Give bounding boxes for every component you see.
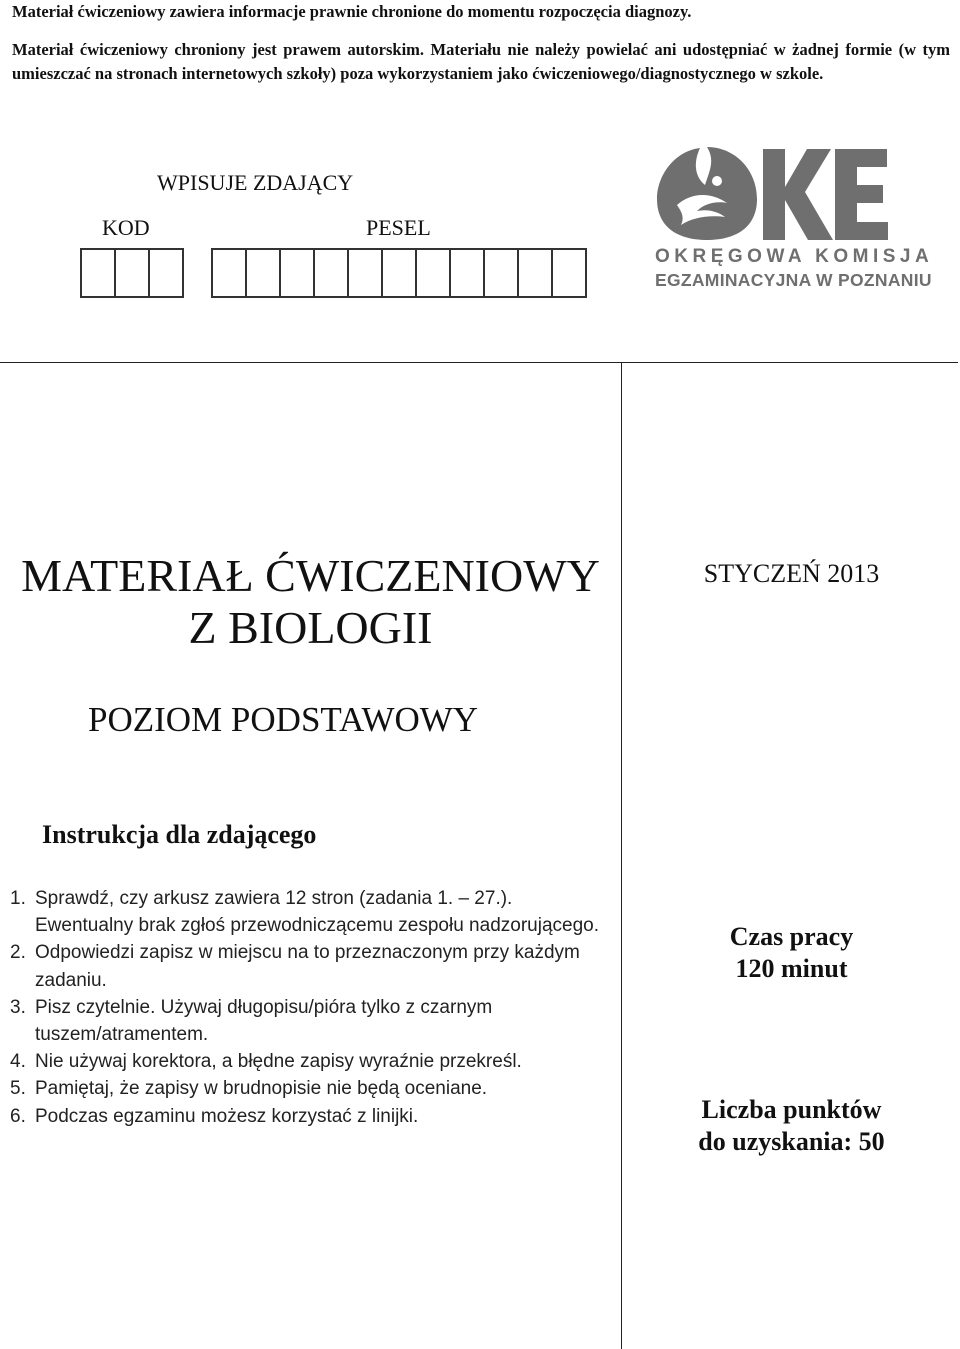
instruction-item bbox=[10, 1075, 610, 1102]
instruction-text: Pisz czytelnie. Używaj długopisu/pióra tylko z czarnym tuszem/atramentem. bbox=[35, 996, 493, 1046]
instructions-list bbox=[10, 885, 610, 1130]
pesel-box[interactable] bbox=[315, 250, 349, 296]
oke-logo-dot bbox=[712, 176, 722, 186]
pesel-box[interactable] bbox=[213, 250, 247, 296]
instruction-number: 3. bbox=[10, 996, 26, 1018]
pesel-box[interactable] bbox=[451, 250, 485, 296]
instruction-number: 6. bbox=[10, 1105, 26, 1127]
oke-logo bbox=[655, 145, 891, 290]
pesel-box[interactable] bbox=[485, 250, 519, 296]
oke-logo-e bbox=[835, 149, 888, 240]
exam-level: POZIOM PODSTAWOWY bbox=[88, 700, 479, 739]
points-info bbox=[623, 1094, 960, 1158]
logo-text-line1: OKRĘGOWA KOMISJA bbox=[655, 246, 934, 267]
instruction-number: 1. bbox=[10, 888, 26, 909]
instruction-text: Podczas egzaminu możesz korzystać z linijki. bbox=[35, 1105, 419, 1127]
wpisuje-zdajacy-label: WPISUJE ZDAJĄCY bbox=[157, 170, 354, 195]
instruction-text: Pamiętaj, że zapisy w brudnopisie nie będą oceniane. bbox=[35, 1078, 488, 1100]
points-label: Liczba punktów bbox=[701, 1095, 882, 1124]
time-label: Czas pracy bbox=[729, 922, 854, 951]
kod-box[interactable] bbox=[150, 250, 184, 296]
time-value: 120 minut bbox=[735, 954, 848, 983]
instruction-item bbox=[10, 1103, 610, 1130]
instruction-number: 2. bbox=[10, 942, 26, 964]
instruction-item bbox=[10, 885, 610, 939]
oke-logo-o-shape bbox=[657, 147, 757, 240]
instruction-number: 4. bbox=[10, 1051, 26, 1073]
instructions-title: Instrukcja dla zdającego bbox=[42, 820, 317, 849]
instruction-text: Nie używaj korektora, a błędne zapisy wyraźnie przekreśl. bbox=[35, 1051, 522, 1073]
instruction-number: 5. bbox=[10, 1078, 26, 1100]
kod-label: KOD bbox=[102, 215, 150, 240]
pesel-box[interactable] bbox=[247, 250, 281, 296]
logo-text-line2: EGZAMINACYJNA W POZNANIU bbox=[655, 270, 932, 290]
vertical-divider bbox=[621, 362, 622, 1349]
pesel-box[interactable] bbox=[383, 250, 417, 296]
instruction-item bbox=[10, 939, 610, 993]
instruction-item bbox=[10, 994, 610, 1048]
document-title bbox=[0, 550, 621, 654]
copyright-notice-2: Materiał ćwiczeniowy chroniony jest prawem autorskim. Materiału nie należy powielać ani udostępniać w żadnej formie (w tym umieszczać na stronach internetowych szkoły) poza wykorzystaniem jako ćwiczeniowego/diagnostycznego w szkole. bbox=[12, 40, 950, 83]
pesel-box[interactable] bbox=[519, 250, 553, 296]
kod-input-boxes[interactable] bbox=[80, 248, 184, 298]
title-line-2: Z BIOLOGII bbox=[188, 602, 433, 653]
exam-date: STYCZEŃ 2013 bbox=[703, 559, 880, 588]
copyright-notice-1: Materiał ćwiczeniowy zawiera informacje prawnie chronione do momentu rozpoczęcia diagnozy. bbox=[12, 2, 692, 21]
oke-logo-k bbox=[763, 149, 833, 240]
pesel-box[interactable] bbox=[281, 250, 315, 296]
instruction-text: Sprawdź, czy arkusz zawiera 12 stron (zadania 1. – 27.). Ewentualny brak zgłoś przewodniczącemu zespołu nadzorującego. bbox=[35, 888, 599, 937]
pesel-box[interactable] bbox=[417, 250, 451, 296]
pesel-label: PESEL bbox=[366, 215, 431, 240]
points-value: do uzyskania: 50 bbox=[698, 1127, 885, 1156]
instruction-text: Odpowiedzi zapisz w miejscu na to przeznaczonym przy każdym zadaniu. bbox=[35, 942, 580, 991]
pesel-input-boxes[interactable] bbox=[211, 248, 587, 298]
time-info bbox=[623, 921, 960, 985]
instruction-item bbox=[10, 1048, 610, 1075]
horizontal-divider bbox=[0, 362, 958, 363]
pesel-box[interactable] bbox=[553, 250, 587, 296]
pesel-box[interactable] bbox=[349, 250, 383, 296]
title-line-1: MATERIAŁ ĆWICZENIOWY bbox=[21, 550, 600, 601]
kod-box[interactable] bbox=[82, 250, 116, 296]
kod-box[interactable] bbox=[116, 250, 150, 296]
